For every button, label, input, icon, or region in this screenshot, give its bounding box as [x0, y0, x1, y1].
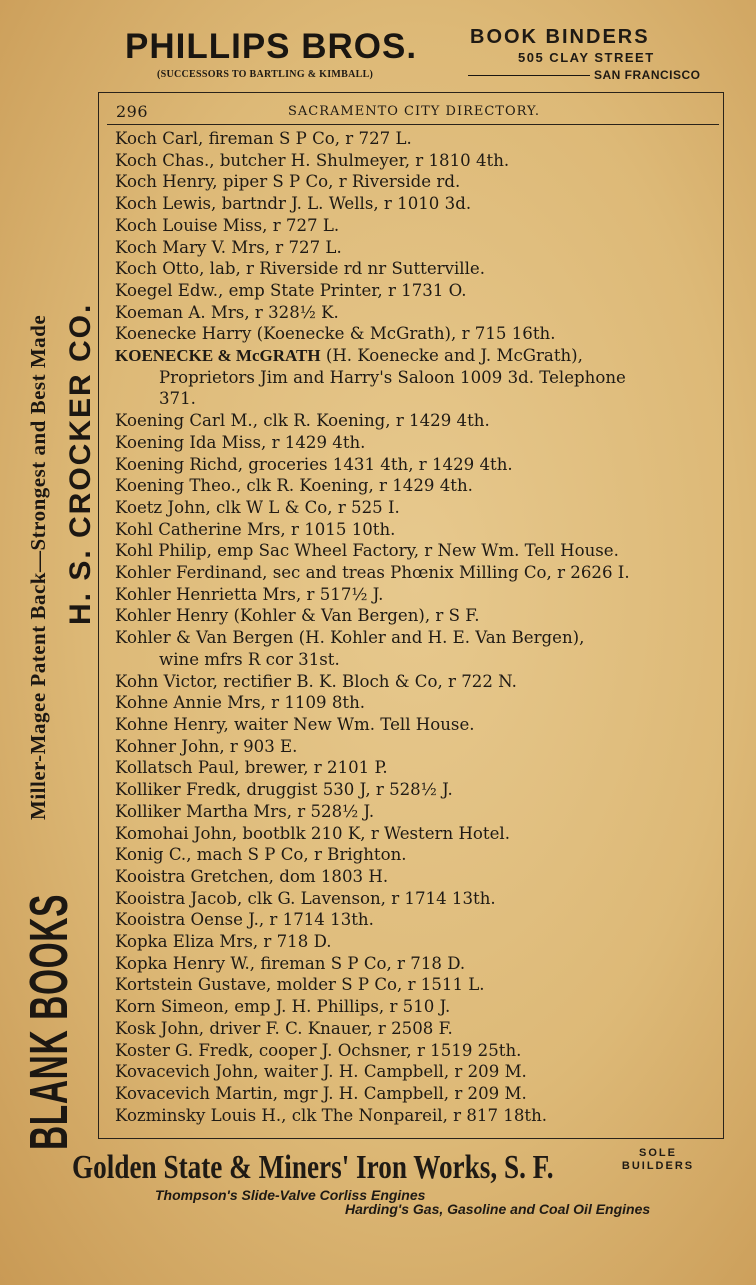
list-item: Kollatsch Paul, brewer, r 2101 P.	[115, 758, 388, 778]
list-item: Koenecke Harry (Koenecke & McGrath), r 715 16th.	[115, 324, 556, 344]
list-item: Kolliker Martha Mrs, r 528½ J.	[115, 801, 375, 821]
list-item: Kosk John, driver F. C. Knauer, r 2508 F.	[115, 1018, 453, 1038]
list-item-continued: Proprietors Jim and Harry's Saloon 1009 3d. Telephone	[159, 367, 626, 387]
list-item: Koening Richd, groceries 1431 4th, r 1429 4th.	[115, 454, 513, 474]
list-item: Kohl Catherine Mrs, r 1015 10th.	[115, 519, 396, 539]
list-item: Kohler Henrietta Mrs, r 517½ J.	[115, 584, 384, 604]
list-item: Kovacevich John, waiter J. H. Campbell, r 209 M.	[115, 1062, 527, 1082]
iron-works-ad: Golden State & Miners' Iron Works, S. F.	[72, 1149, 554, 1186]
crocker-ad: H. S. CROCKER CO.	[64, 302, 97, 625]
successors-note: (SUCCESSORS TO BARTLING & KIMBALL)	[157, 69, 374, 80]
sole-builders-label	[610, 1147, 706, 1173]
list-item: Koening Carl M., clk R. Koening, r 1429 4th.	[115, 411, 490, 431]
city-name: SAN FRANCISCO	[594, 68, 701, 82]
harding-engines: Harding's Gas, Gasoline and Coal Oil Engines	[345, 1201, 651, 1217]
sole-label: SOLE	[639, 1147, 677, 1159]
list-item: Kohne Henry, waiter New Wm. Tell House.	[115, 714, 475, 734]
list-item: Kohler Ferdinand, sec and treas Phœnix Milling Co, r 2626 I.	[115, 563, 630, 583]
list-item: Koch Lewis, bartndr J. L. Wells, r 1010 3d.	[115, 194, 472, 214]
list-item: Kohler & Van Bergen (H. Kohler and H. E. Van Bergen),	[115, 628, 585, 648]
thompson-engines: Thompson's Slide-Valve Corliss Engines	[155, 1187, 426, 1203]
directory-page	[107, 97, 717, 1136]
header-rule	[468, 75, 590, 76]
list-item: Koening Ida Miss, r 1429 4th.	[115, 432, 366, 452]
list-item: Koch Henry, piper S P Co, r Riverside rd.	[115, 172, 461, 192]
head-rule	[107, 124, 719, 125]
page-footer	[0, 1145, 756, 1265]
list-item: Koch Chas., butcher H. Shulmeyer, r 1810 4th.	[115, 150, 510, 170]
list-item: Korn Simeon, emp J. H. Phillips, r 510 J.	[115, 997, 451, 1017]
list-item: Koch Otto, lab, r Riverside rd nr Sutterville.	[115, 259, 485, 279]
list-item: Kopka Henry W., fireman S P Co, r 718 D.	[115, 953, 466, 973]
list-item-continued: 371.	[159, 389, 196, 409]
list-item: Kolliker Fredk, druggist 530 J, r 528½ J.	[115, 780, 453, 800]
list-item: Kohn Victor, rectifier B. K. Bloch & Co, r 722 N.	[115, 671, 517, 691]
directory-listing	[115, 128, 715, 1126]
list-item: Kohler Henry (Kohler & Van Bergen), r S F.	[115, 606, 480, 626]
business-type: BOOK BINDERS	[470, 26, 650, 48]
list-item: Kortstein Gustave, molder S P Co, r 1511 L.	[115, 975, 485, 995]
list-item: Kohl Philip, emp Sac Wheel Factory, r New Wm. Tell House.	[115, 541, 619, 561]
list-item: Kooistra Jacob, clk G. Lavenson, r 1714 13th.	[115, 888, 496, 908]
street-address: 505 CLAY STREET	[518, 50, 655, 65]
list-item: Kopka Eliza Mrs, r 718 D.	[115, 932, 332, 952]
list-item: Koch Mary V. Mrs, r 727 L.	[115, 237, 342, 257]
list-item: Koening Theo., clk R. Koening, r 1429 4th.	[115, 476, 473, 496]
advertiser-name: PHILLIPS BROS.	[125, 27, 418, 66]
miller-magee-ad: Miller-Magee Patent Back—Strongest and Best Made	[26, 314, 50, 820]
list-item: Konig C., mach S P Co, r Brighton.	[115, 845, 407, 865]
business-partners: (H. Koenecke and J. McGrath),	[320, 346, 583, 366]
list-item: Koch Louise Miss, r 727 L.	[115, 215, 340, 235]
running-title: SACRAMENTO CITY DIRECTORY.	[288, 104, 541, 119]
list-item: Kozminsky Louis H., clk The Nonpareil, r 817 18th.	[115, 1105, 548, 1125]
list-item: Komohai John, bootblk 210 K, r Western Hotel.	[115, 823, 510, 843]
list-item: Kohner John, r 903 E.	[115, 736, 298, 756]
list-item-feature	[115, 345, 715, 367]
list-item: Kohne Annie Mrs, r 1109 8th.	[115, 693, 366, 713]
page-header	[0, 22, 756, 88]
list-item: Koetz John, clk W L & Co, r 525 I.	[115, 497, 400, 517]
list-item: Koch Carl, fireman S P Co, r 727 L.	[115, 129, 412, 148]
list-item: Koster G. Fredk, cooper J. Ochsner, r 1519 25th.	[115, 1040, 522, 1060]
list-item: Koeman A. Mrs, r 328½ K.	[115, 302, 339, 322]
business-name-bold: KOENECKE & McGRATH	[115, 346, 321, 366]
list-item: Koegel Edw., emp State Printer, r 1731 O.	[115, 280, 467, 300]
list-item: Kooistra Oense J., r 1714 13th.	[115, 910, 374, 930]
blank-books-ad: BLANK BOOKS	[19, 893, 79, 1150]
builders-label: BUILDERS	[621, 1160, 695, 1172]
list-item: Kovacevich Martin, mgr J. H. Campbell, r 209 M.	[115, 1083, 527, 1103]
page-number: 296	[116, 102, 149, 121]
list-item-continued: wine mfrs R cor 31st.	[159, 649, 340, 669]
list-item: Kooistra Gretchen, dom 1803 H.	[115, 866, 389, 886]
